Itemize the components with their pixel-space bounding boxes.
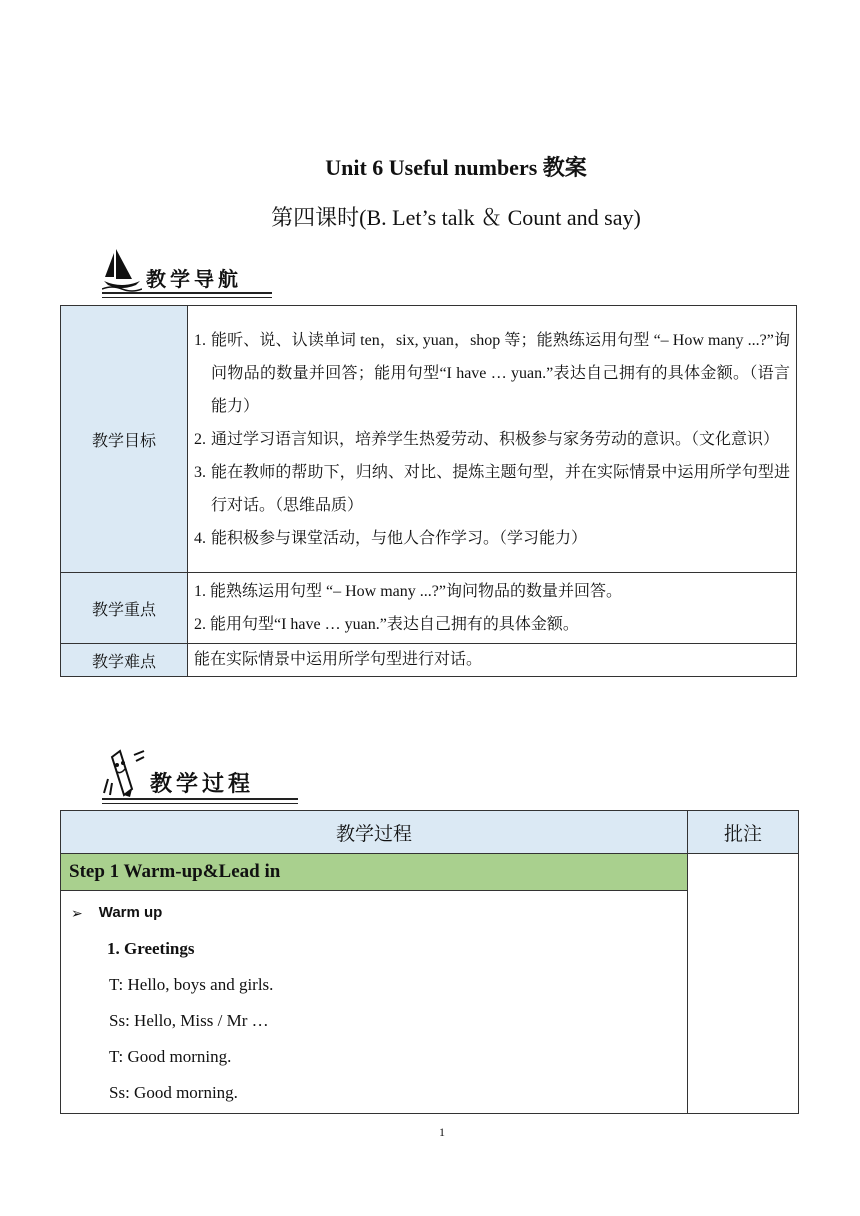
process-banner-text: 教学过程 [150, 772, 255, 797]
key-point-item: 1. 能熟练运用句型 “– How many ...?”询问物品的数量并回答。 [194, 583, 622, 600]
dialogue-line: T: Good morning. [109, 1047, 232, 1066]
nav-banner-underline [102, 292, 272, 298]
step-title: Step 1 Warm-up&Lead in [61, 854, 688, 891]
process-header-row [61, 811, 799, 854]
notes-cell [688, 854, 799, 1114]
dialogue-line: Ss: Hello, Miss / Mr … [109, 1011, 269, 1030]
pencil-icon [102, 749, 146, 804]
page-number: 1 [439, 1125, 445, 1139]
difficulties-row [61, 644, 797, 677]
objective-item: 4. 能积极参与课堂活动，与他人合作学习。（学习能力） [194, 529, 588, 547]
nav-banner-text: 教学导航 [146, 267, 242, 291]
warm-up-subheading: ➢ Warm up [69, 895, 687, 931]
teaching-process-table [60, 810, 799, 1114]
objectives-content [188, 306, 797, 573]
objective-item: 3. 能在教师的帮助下，归纳、对比、提炼主题句型，并在实际情景中运用所学句型进行对话。（思维品质） [194, 463, 790, 514]
objective-item: 1. 能听、说、认读单词 ten，six, yuan，shop 等；能熟练运用句型 “– How many ...?”询问物品的数量并回答；能用句型“I have … yuan.”表达自己拥有的具体金额。（语言能力） [194, 331, 790, 415]
sailboat-icon [102, 247, 142, 298]
document-subtitle: 第四课时(B. Let’s talk ＆ Count and say) [271, 205, 641, 230]
notes-column-header: 批注 [688, 811, 799, 854]
dialogue-line: T: Hello, boys and girls. [109, 975, 274, 994]
dialogue-line: Ss: Good morning. [109, 1083, 238, 1102]
objectives-label: 教学目标 [61, 306, 188, 573]
greetings-heading: 1. Greetings [107, 939, 195, 958]
difficulties-content: 能在实际情景中运用所学句型进行对话。 [188, 644, 797, 677]
key-points-content [188, 573, 797, 644]
teaching-navigation-table [60, 305, 797, 677]
objective-item: 2. 通过学习语言知识，培养学生热爱劳动、积极参与家务劳动的意识。（文化意识） [194, 430, 780, 448]
difficulties-label: 教学难点 [61, 644, 188, 677]
document-title: Unit 6 Useful numbers 教案 [325, 155, 587, 180]
step-row [61, 854, 799, 891]
key-points-row [61, 573, 797, 644]
process-banner [102, 750, 298, 804]
nav-banner [102, 248, 272, 298]
step-content [61, 891, 688, 1114]
key-point-item: 2. 能用句型“I have … yuan.”表达自己拥有的具体金额。 [194, 616, 579, 633]
arrow-bullet-icon: ➢ [71, 905, 83, 921]
process-banner-underline [102, 798, 298, 804]
objectives-row [61, 306, 797, 573]
key-points-label: 教学重点 [61, 573, 188, 644]
process-column-header: 教学过程 [61, 811, 688, 854]
